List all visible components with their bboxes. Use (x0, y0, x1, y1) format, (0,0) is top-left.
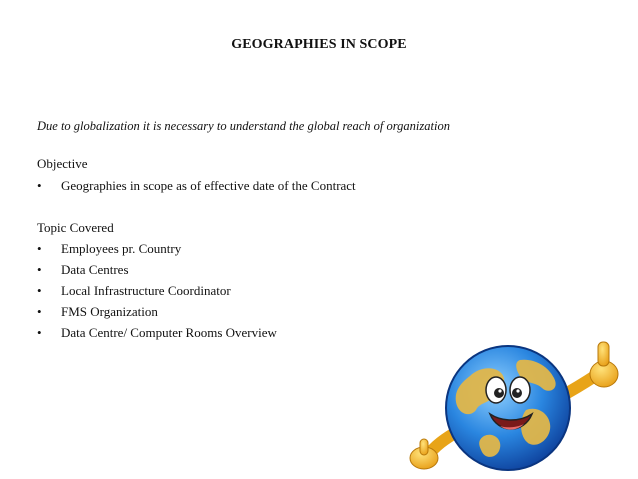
globe-thumbs-up-icon (408, 318, 632, 478)
bullet-glyph: • (37, 178, 42, 193)
objective-item (37, 178, 356, 194)
topic-item-text: Local Infrastructure Coordinator (61, 283, 231, 298)
topic-item-text: FMS Organization (61, 304, 158, 319)
topic-item (37, 283, 231, 299)
topic-item (37, 304, 158, 320)
intro-text: Due to globalization it is necessary to understand the global reach of organization (37, 119, 450, 133)
bullet-glyph: • (37, 304, 42, 319)
bullet-glyph: • (37, 241, 42, 256)
bullet-glyph: • (37, 262, 42, 277)
objective-heading: Objective (37, 156, 88, 171)
bullet-glyph: • (37, 283, 42, 298)
bullet-glyph: • (37, 325, 42, 340)
topic-item (37, 241, 181, 257)
topic-item (37, 262, 129, 278)
topic-item (37, 325, 277, 341)
objective-item-text: Geographies in scope as of effective date of the Contract (61, 178, 356, 193)
topic-item-text: Data Centre/ Computer Rooms Overview (61, 325, 277, 340)
slide-title: GEOGRAPHIES IN SCOPE (231, 37, 407, 52)
topic-item-text: Data Centres (61, 262, 129, 277)
topics-heading: Topic Covered (37, 220, 114, 235)
topic-item-text: Employees pr. Country (61, 241, 182, 256)
